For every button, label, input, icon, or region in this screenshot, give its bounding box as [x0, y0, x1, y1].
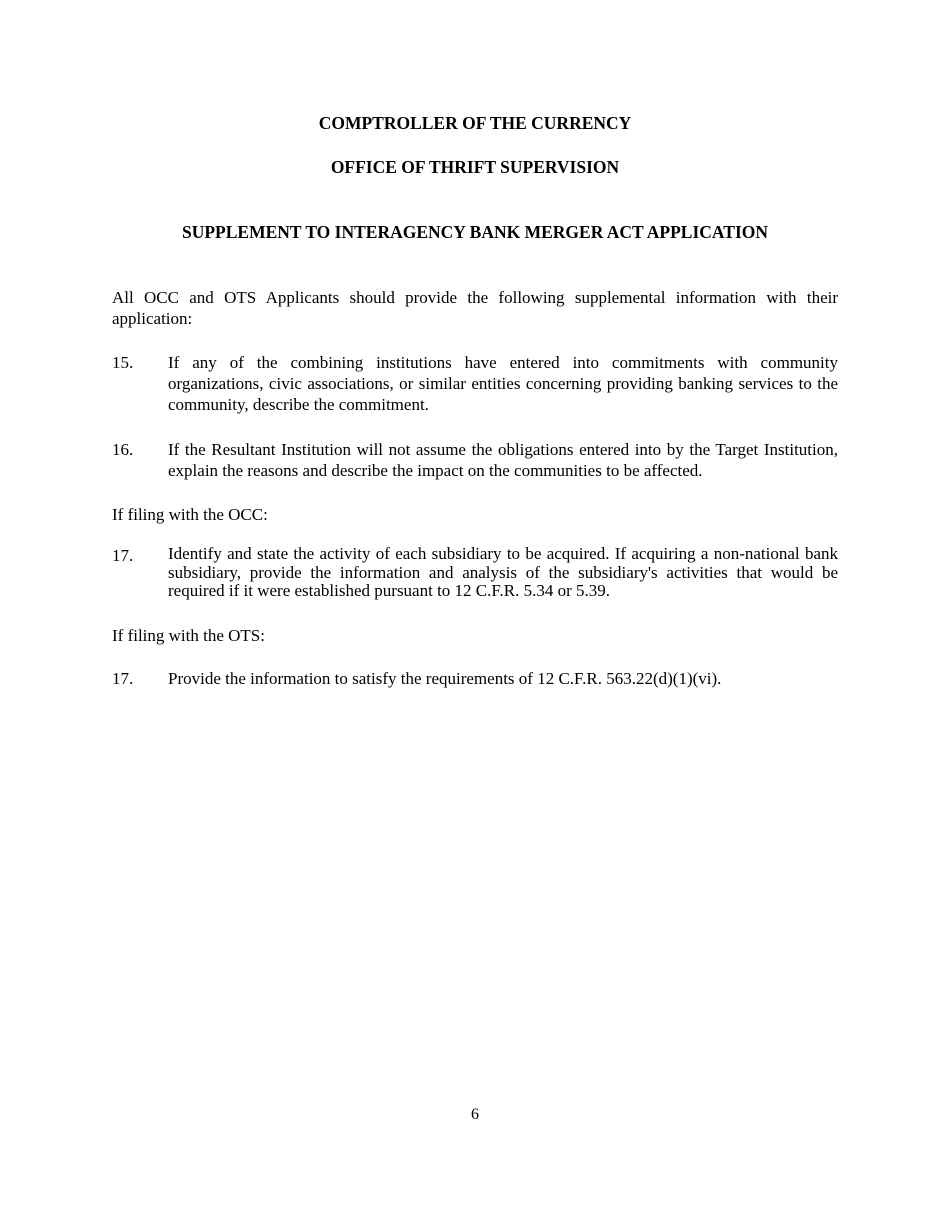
item-number: 17. — [112, 669, 134, 688]
occ-filing-label: If filing with the OCC: — [112, 505, 268, 524]
list-item-15 — [112, 352, 838, 415]
agency-heading-ots: OFFICE OF THRIFT SUPERVISION — [330, 157, 620, 177]
item-number: 16. — [112, 440, 134, 459]
item-text: If any of the combining institutions have entered into commitments with community organizations, civic associations, or similar entities concerning providing banking services to the community, describe the commitment. — [168, 353, 838, 414]
agency-heading-occ: COMPTROLLER OF THE CURRENCY — [318, 113, 632, 133]
item-text: Identify and state the activity of each subsidiary to be acquired. If acquiring a non-national bank subsidiary, provide the information and analysis of the subsidiary's activities that would be required if it were established pursuant to 12 C.F.R. 5.34 or 5.39. — [168, 544, 838, 600]
ots-filing-label: If filing with the OTS: — [112, 626, 265, 645]
item-text: If the Resultant Institution will not assume the obligations entered into by the Target Institution, explain the reasons and describe the impact on the communities to be affected. — [168, 440, 838, 480]
intro-paragraph: All OCC and OTS Applicants should provide the following supplemental information with their application: — [112, 288, 838, 328]
list-item-17-occ — [112, 545, 838, 601]
item-text: Provide the information to satisfy the requirements of 12 C.F.R. 563.22(d)(1)(vi). — [168, 669, 722, 688]
item-number: 15. — [112, 353, 134, 372]
document-title: SUPPLEMENT TO INTERAGENCY BANK MERGER ACT APPLICATION — [181, 222, 769, 242]
list-item-17-ots — [112, 668, 838, 689]
item-number: 17. — [112, 546, 134, 565]
list-item-16 — [112, 439, 838, 481]
page-number: 6 — [471, 1106, 479, 1123]
